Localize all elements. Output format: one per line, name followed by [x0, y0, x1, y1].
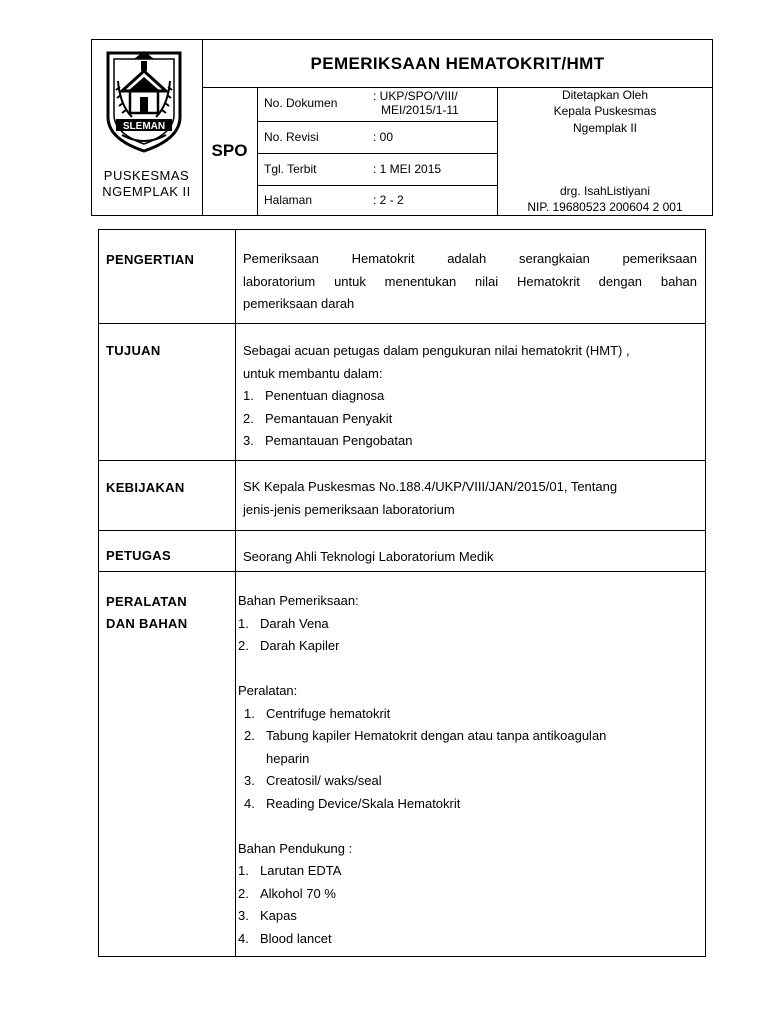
- kebijakan-text: [243, 476, 703, 521]
- pengertian-text: [243, 248, 697, 316]
- list-item: 3. Pemantauan Pengobatan: [243, 433, 413, 448]
- alat-item2-continuation: heparin: [266, 750, 310, 766]
- bahan-list: [238, 613, 702, 658]
- content-column-divider: [235, 229, 236, 957]
- alat-list: [238, 703, 702, 816]
- label-tujuan: TUJUAN: [106, 343, 161, 358]
- approval-nip: NIP. 19680523 200604 2 001: [527, 200, 683, 214]
- pengertian-line3: pemeriksaan darah: [243, 296, 355, 311]
- alat-title: Peralatan:: [238, 683, 298, 698]
- row-label-no-dokumen: No. Dokumen: [264, 96, 338, 110]
- tujuan-list: [243, 385, 703, 453]
- pengertian-line2: laboratorium untuk menentukan nilai Hematokrit dengan bahan: [243, 273, 697, 289]
- kebijakan-line2: jenis-jenis pemeriksaan laboratorium: [243, 501, 455, 517]
- org-name-line2: NGEMPLAK II: [102, 184, 191, 199]
- list-item: 4. Blood lancet: [238, 930, 332, 946]
- spo-label: SPO: [211, 141, 248, 160]
- section-divider-3: [98, 530, 706, 531]
- list-item: 1. Centrifuge hematokrit: [244, 705, 391, 721]
- row-value-halaman: : 2 - 2: [373, 193, 404, 207]
- row-label-no-revisi: No. Revisi: [264, 130, 319, 144]
- label-peralatan-line1: PERALATAN: [106, 594, 187, 609]
- pengertian-line1: Pemeriksaan Hematokrit adalah serangkaian pemeriksaan: [243, 251, 697, 266]
- header-row-line-2: [257, 153, 497, 154]
- bahan-title: Bahan Pemeriksaan:: [238, 593, 359, 608]
- kebijakan-line1: SK Kepala Puskesmas No.188.4/UKP/VIII/JAN/2015/01, Tentang: [243, 479, 618, 494]
- section-divider-2: [98, 460, 706, 461]
- list-item: 1. Penentuan diagnosa: [243, 388, 385, 403]
- label-kebijakan: KEBIJAKAN: [106, 480, 185, 495]
- header-divider-spo: [257, 87, 258, 216]
- document-title: PEMERIKSAAN HEMATOKRIT/HMT: [310, 54, 605, 73]
- list-item: 3. Kapas: [238, 908, 297, 923]
- approval-line2: Kepala Puskesmas: [553, 104, 657, 118]
- row-value-no-dokumen-2: MEI/2015/1-11: [381, 103, 459, 117]
- peralatan-text: [238, 590, 702, 950]
- header-row-line-1: [257, 121, 497, 122]
- label-pengertian: PENGERTIAN: [106, 252, 195, 267]
- row-value-no-dokumen-1: : UKP/SPO/VIII/: [373, 89, 458, 103]
- list-item: 2. Pemantauan Penyakit: [243, 410, 393, 426]
- list-item: 2. Tabung kapiler Hematokrit dengan atau tanpa antikoagulan heparin: [244, 728, 607, 766]
- approval-name: drg. IsahListiyani: [559, 184, 651, 198]
- section-divider-4: [98, 571, 706, 572]
- list-item: 2. Alkohol 70 %: [238, 885, 336, 901]
- logo-text: SLEMAN: [122, 121, 166, 132]
- approval-line1: Ditetapkan Oleh: [561, 88, 649, 102]
- label-petugas: PETUGAS: [106, 548, 171, 563]
- list-item: 2. Darah Kapiler: [238, 638, 340, 653]
- list-item: 4. Reading Device/Skala Hematokrit: [244, 795, 461, 811]
- tujuan-line2: untuk membantu dalam:: [243, 365, 383, 381]
- row-value-tgl-terbit: : 1 MEI 2015: [373, 162, 442, 176]
- tujuan-line1: Sebagai acuan petugas dalam pengukuran nilai hematokrit (HMT) ,: [243, 343, 630, 358]
- row-label-tgl-terbit: Tgl. Terbit: [264, 162, 317, 176]
- label-peralatan-line2: DAN BAHAN: [106, 616, 188, 631]
- org-name-line1: PUSKESMAS: [103, 168, 190, 183]
- section-divider-1: [98, 323, 706, 324]
- row-label-halaman: Halaman: [264, 193, 313, 207]
- pendukung-title: Bahan Pendukung :: [238, 840, 353, 856]
- tujuan-text: [243, 340, 703, 453]
- list-item: 1. Larutan EDTA: [238, 863, 342, 878]
- header-row-line-3: [257, 185, 497, 186]
- list-item: 1. Darah Vena: [238, 615, 329, 631]
- approval-line3: Ngemplak II: [572, 121, 638, 135]
- sleman-emblem-icon: [98, 47, 190, 155]
- sleman-logo: [98, 47, 190, 155]
- list-item: 3. Creatosil/ waks/seal: [244, 773, 382, 788]
- pendukung-list: [238, 860, 702, 950]
- row-value-no-revisi: : 00: [373, 130, 394, 144]
- petugas-text: Seorang Ahli Teknologi Laboratorium Medik: [243, 549, 494, 564]
